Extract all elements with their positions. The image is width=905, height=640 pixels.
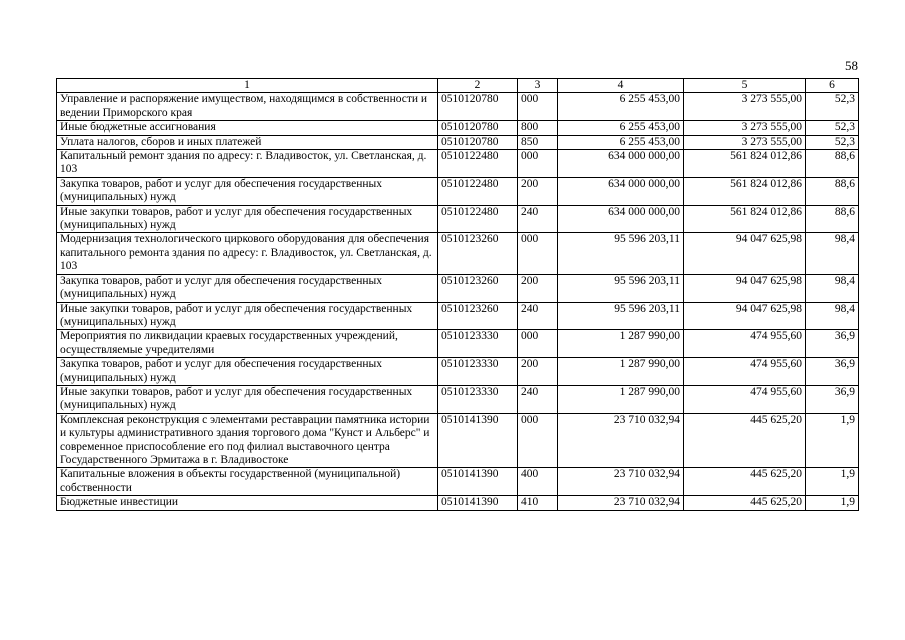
row-plan-amount-cell: 23 710 032,94 <box>558 468 684 496</box>
page-number: 58 <box>845 58 858 73</box>
row-vr-code-cell: 000 <box>518 150 558 178</box>
row-plan-amount-cell: 6 255 453,00 <box>558 93 684 121</box>
row-plan-amount-cell: 634 000 000,00 <box>558 150 684 178</box>
row-csr-code-cell: 0510141390 <box>438 468 518 496</box>
row-fact-amount-cell: 445 625,20 <box>684 413 806 468</box>
row-fact-amount-cell: 474 955,60 <box>684 330 806 358</box>
row-percent-cell: 52,3 <box>806 93 859 121</box>
row-percent-cell: 88,6 <box>806 177 859 205</box>
column-header: 6 <box>806 79 859 93</box>
row-plan-amount-cell: 634 000 000,00 <box>558 205 684 233</box>
row-vr-code-cell: 240 <box>518 302 558 330</box>
row-fact-amount-cell: 3 273 555,00 <box>684 93 806 121</box>
row-fact-amount-cell: 474 955,60 <box>684 385 806 413</box>
row-fact-amount-cell: 94 047 625,98 <box>684 302 806 330</box>
table-row <box>57 135 859 149</box>
row-csr-code-cell: 0510122480 <box>438 150 518 178</box>
row-name-cell: Закупка товаров, работ и услуг для обеспечения государственных (муниципальных) нужд <box>57 358 438 386</box>
row-name-cell: Комплексная реконструкция с элементами реставрации памятника истории и культуры административного здания торгового дома "Кунст и Альберс" и современное приспособление его под филиал выставочного центра Государственного Эрмитажа в г. Владивостоке <box>57 413 438 468</box>
row-vr-code-cell: 000 <box>518 413 558 468</box>
table-row <box>57 233 859 274</box>
row-fact-amount-cell: 561 824 012,86 <box>684 177 806 205</box>
row-percent-cell: 1,9 <box>806 468 859 496</box>
row-percent-cell: 88,6 <box>806 150 859 178</box>
row-csr-code-cell: 0510120780 <box>438 93 518 121</box>
row-percent-cell: 52,3 <box>806 135 859 149</box>
row-fact-amount-cell: 561 824 012,86 <box>684 205 806 233</box>
row-fact-amount-cell: 561 824 012,86 <box>684 150 806 178</box>
row-csr-code-cell: 0510141390 <box>438 413 518 468</box>
row-csr-code-cell: 0510123330 <box>438 330 518 358</box>
row-fact-amount-cell: 474 955,60 <box>684 358 806 386</box>
row-plan-amount-cell: 1 287 990,00 <box>558 385 684 413</box>
row-fact-amount-cell: 94 047 625,98 <box>684 274 806 302</box>
row-percent-cell: 36,9 <box>806 385 859 413</box>
row-name-cell: Уплата налогов, сборов и иных платежей <box>57 135 438 149</box>
row-vr-code-cell: 240 <box>518 205 558 233</box>
row-name-cell: Иные бюджетные ассигнования <box>57 121 438 135</box>
row-vr-code-cell: 400 <box>518 468 558 496</box>
row-vr-code-cell: 240 <box>518 385 558 413</box>
row-name-cell: Иные закупки товаров, работ и услуг для обеспечения государственных (муниципальных) нужд <box>57 385 438 413</box>
table-row <box>57 150 859 178</box>
row-csr-code-cell: 0510122480 <box>438 205 518 233</box>
table-row <box>57 358 859 386</box>
row-vr-code-cell: 410 <box>518 496 558 510</box>
row-vr-code-cell: 000 <box>518 330 558 358</box>
row-name-cell: Иные закупки товаров, работ и услуг для обеспечения государственных (муниципальных) нужд <box>57 302 438 330</box>
table-row <box>57 413 859 468</box>
table-row <box>57 274 859 302</box>
row-vr-code-cell: 200 <box>518 177 558 205</box>
row-percent-cell: 98,4 <box>806 302 859 330</box>
row-csr-code-cell: 0510123330 <box>438 385 518 413</box>
row-plan-amount-cell: 95 596 203,11 <box>558 274 684 302</box>
row-name-cell: Управление и распоряжение имуществом, находящимся в собственности и ведении Приморского края <box>57 93 438 121</box>
row-csr-code-cell: 0510122480 <box>438 177 518 205</box>
row-fact-amount-cell: 445 625,20 <box>684 468 806 496</box>
table-row <box>57 496 859 510</box>
row-name-cell: Капитальные вложения в объекты государственной (муниципальной) собственности <box>57 468 438 496</box>
row-percent-cell: 88,6 <box>806 205 859 233</box>
table-row <box>57 205 859 233</box>
row-fact-amount-cell: 445 625,20 <box>684 496 806 510</box>
row-vr-code-cell: 800 <box>518 121 558 135</box>
row-fact-amount-cell: 3 273 555,00 <box>684 121 806 135</box>
row-name-cell: Капитальный ремонт здания по адресу: г. Владивосток, ул. Светланская, д. 103 <box>57 150 438 178</box>
row-name-cell: Закупка товаров, работ и услуг для обеспечения государственных (муниципальных) нужд <box>57 177 438 205</box>
row-percent-cell: 36,9 <box>806 330 859 358</box>
row-percent-cell: 98,4 <box>806 233 859 274</box>
row-name-cell: Модернизация технологического циркового оборудования для обеспечения капитального ремонта здания по адресу: г. Владивосток, ул. Светланская, д. 103 <box>57 233 438 274</box>
row-percent-cell: 98,4 <box>806 274 859 302</box>
row-name-cell: Иные закупки товаров, работ и услуг для обеспечения государственных (муниципальных) нужд <box>57 205 438 233</box>
row-name-cell: Бюджетные инвестиции <box>57 496 438 510</box>
row-percent-cell: 52,3 <box>806 121 859 135</box>
row-csr-code-cell: 0510123260 <box>438 302 518 330</box>
row-vr-code-cell: 200 <box>518 274 558 302</box>
row-fact-amount-cell: 3 273 555,00 <box>684 135 806 149</box>
column-header: 2 <box>438 79 518 93</box>
row-vr-code-cell: 200 <box>518 358 558 386</box>
row-plan-amount-cell: 95 596 203,11 <box>558 302 684 330</box>
table-row <box>57 93 859 121</box>
row-csr-code-cell: 0510123260 <box>438 274 518 302</box>
table-row <box>57 121 859 135</box>
row-vr-code-cell: 000 <box>518 93 558 121</box>
row-csr-code-cell: 0510120780 <box>438 121 518 135</box>
table-row <box>57 177 859 205</box>
row-csr-code-cell: 0510123260 <box>438 233 518 274</box>
row-plan-amount-cell: 6 255 453,00 <box>558 121 684 135</box>
row-csr-code-cell: 0510120780 <box>438 135 518 149</box>
column-header: 4 <box>558 79 684 93</box>
row-vr-code-cell: 850 <box>518 135 558 149</box>
row-name-cell: Закупка товаров, работ и услуг для обеспечения государственных (муниципальных) нужд <box>57 274 438 302</box>
row-plan-amount-cell: 1 287 990,00 <box>558 358 684 386</box>
budget-table <box>56 78 859 511</box>
row-name-cell: Мероприятия по ликвидации краевых государственных учреждений, осуществляемые учредителями <box>57 330 438 358</box>
row-plan-amount-cell: 23 710 032,94 <box>558 496 684 510</box>
table-row <box>57 385 859 413</box>
row-plan-amount-cell: 634 000 000,00 <box>558 177 684 205</box>
row-plan-amount-cell: 1 287 990,00 <box>558 330 684 358</box>
column-header: 3 <box>518 79 558 93</box>
row-csr-code-cell: 0510141390 <box>438 496 518 510</box>
row-plan-amount-cell: 95 596 203,11 <box>558 233 684 274</box>
row-plan-amount-cell: 6 255 453,00 <box>558 135 684 149</box>
row-vr-code-cell: 000 <box>518 233 558 274</box>
column-header: 1 <box>57 79 438 93</box>
row-plan-amount-cell: 23 710 032,94 <box>558 413 684 468</box>
table-row <box>57 468 859 496</box>
table-body <box>57 93 859 510</box>
row-percent-cell: 1,9 <box>806 496 859 510</box>
row-fact-amount-cell: 94 047 625,98 <box>684 233 806 274</box>
table-row <box>57 330 859 358</box>
table-header <box>57 79 859 93</box>
column-header: 5 <box>684 79 806 93</box>
row-percent-cell: 36,9 <box>806 358 859 386</box>
row-percent-cell: 1,9 <box>806 413 859 468</box>
table-row <box>57 302 859 330</box>
row-csr-code-cell: 0510123330 <box>438 358 518 386</box>
